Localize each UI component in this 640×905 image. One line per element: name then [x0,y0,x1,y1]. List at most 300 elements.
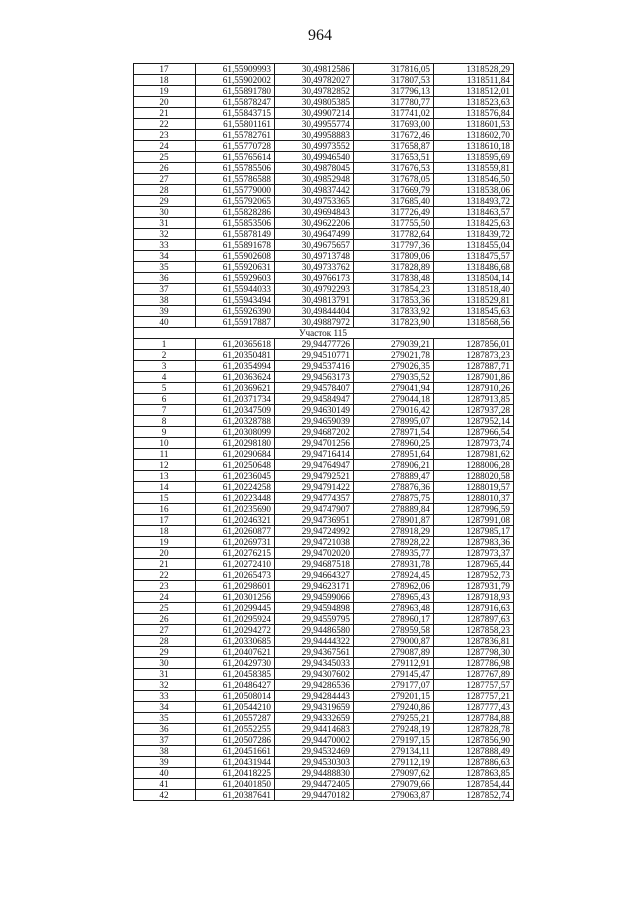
x-coordinate-cell: 278971,54 [354,427,434,438]
y-coordinate-cell: 1318529,81 [434,295,514,306]
longitude-cell: 29,94286536 [275,680,354,691]
point-number-cell: 7 [134,405,196,416]
latitude-cell: 61,20295924 [196,614,275,625]
longitude-cell: 29,94791422 [275,482,354,493]
y-coordinate-cell: 1318546,50 [434,174,514,185]
latitude-cell: 61,55902002 [196,75,275,86]
y-coordinate-cell: 1287973,37 [434,548,514,559]
y-coordinate-cell: 1318568,56 [434,317,514,328]
longitude-cell: 30,49887972 [275,317,354,328]
y-coordinate-cell: 1318504,14 [434,273,514,284]
x-coordinate-cell: 317796,13 [354,86,434,97]
table-row [134,273,514,284]
table-row [134,702,514,713]
longitude-cell: 29,94721038 [275,537,354,548]
longitude-cell: 29,94486580 [275,625,354,636]
x-coordinate-cell: 279021,78 [354,350,434,361]
point-number-cell: 37 [134,735,196,746]
longitude-cell: 29,94530303 [275,757,354,768]
latitude-cell: 61,55853506 [196,218,275,229]
latitude-cell: 61,20347509 [196,405,275,416]
table-row [134,537,514,548]
latitude-cell: 61,55779000 [196,185,275,196]
point-number-cell: 6 [134,394,196,405]
y-coordinate-cell: 1287887,71 [434,361,514,372]
point-number-cell: 15 [134,493,196,504]
y-coordinate-cell: 1287991,08 [434,515,514,526]
point-number-cell: 23 [134,130,196,141]
longitude-cell: 29,94563173 [275,372,354,383]
table-row [134,86,514,97]
x-coordinate-cell: 278965,43 [354,592,434,603]
y-coordinate-cell: 1287854,44 [434,779,514,790]
table-row [134,647,514,658]
longitude-cell: 30,49813791 [275,295,354,306]
x-coordinate-cell: 317676,53 [354,163,434,174]
x-coordinate-cell: 317782,64 [354,229,434,240]
latitude-cell: 61,20276215 [196,548,275,559]
table-row [134,405,514,416]
latitude-cell: 61,55770728 [196,141,275,152]
x-coordinate-cell: 278963,48 [354,603,434,614]
longitude-cell: 29,94623171 [275,581,354,592]
coordinates-table-body [134,64,514,801]
latitude-cell: 61,20486427 [196,680,275,691]
table-row [134,218,514,229]
table-row [134,658,514,669]
table-row [134,548,514,559]
longitude-cell: 29,94687202 [275,427,354,438]
table-row [134,746,514,757]
y-coordinate-cell: 1287888,49 [434,746,514,757]
y-coordinate-cell: 1287981,62 [434,449,514,460]
latitude-cell: 61,20552255 [196,724,275,735]
point-number-cell: 36 [134,724,196,735]
x-coordinate-cell: 279041,94 [354,383,434,394]
x-coordinate-cell: 278928,22 [354,537,434,548]
y-coordinate-cell: 1287873,23 [434,350,514,361]
point-number-cell: 19 [134,537,196,548]
point-number-cell: 23 [134,581,196,592]
table-row [134,438,514,449]
point-number-cell: 17 [134,64,196,75]
point-number-cell: 29 [134,196,196,207]
y-coordinate-cell: 1287863,85 [434,768,514,779]
table-row [134,625,514,636]
x-coordinate-cell: 278935,77 [354,548,434,559]
latitude-cell: 61,20544210 [196,702,275,713]
x-coordinate-cell: 317854,23 [354,284,434,295]
y-coordinate-cell: 1318545,63 [434,306,514,317]
longitude-cell: 29,94630149 [275,405,354,416]
longitude-cell: 30,49782852 [275,86,354,97]
latitude-cell: 61,20365618 [196,339,275,350]
table-row [134,130,514,141]
latitude-cell: 61,20328788 [196,416,275,427]
y-coordinate-cell: 1318463,57 [434,207,514,218]
table-row [134,713,514,724]
y-coordinate-cell: 1287852,74 [434,790,514,801]
table-row [134,284,514,295]
y-coordinate-cell: 1318425,63 [434,218,514,229]
y-coordinate-cell: 1318538,06 [434,185,514,196]
longitude-cell: 30,49733762 [275,262,354,273]
point-number-cell: 20 [134,97,196,108]
x-coordinate-cell: 279063,87 [354,790,434,801]
latitude-cell: 61,55843715 [196,108,275,119]
longitude-cell: 29,94701256 [275,438,354,449]
point-number-cell: 30 [134,658,196,669]
table-row [134,317,514,328]
longitude-cell: 29,94319659 [275,702,354,713]
latitude-cell: 61,20418225 [196,768,275,779]
table-row [134,416,514,427]
x-coordinate-cell: 317853,36 [354,295,434,306]
x-coordinate-cell: 278931,78 [354,559,434,570]
longitude-cell: 29,94332659 [275,713,354,724]
table-row [134,680,514,691]
y-coordinate-cell: 1287985,17 [434,526,514,537]
y-coordinate-cell: 1318601,53 [434,119,514,130]
point-number-cell: 9 [134,427,196,438]
x-coordinate-cell: 317809,06 [354,251,434,262]
longitude-cell: 29,94472405 [275,779,354,790]
x-coordinate-cell: 278959,58 [354,625,434,636]
x-coordinate-cell: 279134,11 [354,746,434,757]
table-row [134,570,514,581]
x-coordinate-cell: 278960,25 [354,438,434,449]
latitude-cell: 61,55785506 [196,163,275,174]
longitude-cell: 29,94659039 [275,416,354,427]
x-coordinate-cell: 278906,21 [354,460,434,471]
y-coordinate-cell: 1287858,23 [434,625,514,636]
y-coordinate-cell: 1287784,88 [434,713,514,724]
longitude-cell: 29,94345033 [275,658,354,669]
y-coordinate-cell: 1287798,30 [434,647,514,658]
point-number-cell: 42 [134,790,196,801]
point-number-cell: 28 [134,185,196,196]
longitude-cell: 30,49973552 [275,141,354,152]
table-row [134,449,514,460]
table-row [134,427,514,438]
table-row [134,295,514,306]
y-coordinate-cell: 1287786,98 [434,658,514,669]
longitude-cell: 29,94716414 [275,449,354,460]
latitude-cell: 61,20451661 [196,746,275,757]
latitude-cell: 61,55902608 [196,251,275,262]
x-coordinate-cell: 279177,07 [354,680,434,691]
latitude-cell: 61,20308099 [196,427,275,438]
table-row [134,119,514,130]
latitude-cell: 61,20401850 [196,779,275,790]
point-number-cell: 5 [134,383,196,394]
point-number-cell: 37 [134,284,196,295]
longitude-cell: 30,49622206 [275,218,354,229]
point-number-cell: 16 [134,504,196,515]
x-coordinate-cell: 317816,05 [354,64,434,75]
latitude-cell: 61,20508014 [196,691,275,702]
point-number-cell: 31 [134,669,196,680]
table-row [134,691,514,702]
point-number-cell: 25 [134,152,196,163]
point-number-cell: 27 [134,174,196,185]
x-coordinate-cell: 317780,77 [354,97,434,108]
longitude-cell: 30,49844404 [275,306,354,317]
point-number-cell: 28 [134,636,196,647]
longitude-cell: 30,49713748 [275,251,354,262]
y-coordinate-cell: 1287973,74 [434,438,514,449]
table-row [134,152,514,163]
point-number-cell: 30 [134,207,196,218]
x-coordinate-cell: 278951,64 [354,449,434,460]
x-coordinate-cell: 278918,29 [354,526,434,537]
x-coordinate-cell: 279255,21 [354,713,434,724]
latitude-cell: 61,20363624 [196,372,275,383]
x-coordinate-cell: 317669,79 [354,185,434,196]
x-coordinate-cell: 317741,02 [354,108,434,119]
latitude-cell: 61,20290684 [196,449,275,460]
longitude-cell: 29,94578407 [275,383,354,394]
latitude-cell: 61,55891678 [196,240,275,251]
x-coordinate-cell: 317693,00 [354,119,434,130]
latitude-cell: 61,20250648 [196,460,275,471]
latitude-cell: 61,55765614 [196,152,275,163]
x-coordinate-cell: 279087,89 [354,647,434,658]
latitude-cell: 61,20299445 [196,603,275,614]
y-coordinate-cell: 1318475,57 [434,251,514,262]
point-number-cell: 35 [134,262,196,273]
x-coordinate-cell: 278889,47 [354,471,434,482]
section-header-row [134,328,514,339]
point-number-cell: 14 [134,482,196,493]
table-row [134,482,514,493]
point-number-cell: 2 [134,350,196,361]
x-coordinate-cell: 317838,48 [354,273,434,284]
latitude-cell: 61,20407621 [196,647,275,658]
table-row [134,757,514,768]
table-row [134,724,514,735]
point-number-cell: 1 [134,339,196,350]
x-coordinate-cell: 317833,92 [354,306,434,317]
point-number-cell: 13 [134,471,196,482]
point-number-cell: 24 [134,592,196,603]
y-coordinate-cell: 1287966,54 [434,427,514,438]
latitude-cell: 61,55943494 [196,295,275,306]
point-number-cell: 10 [134,438,196,449]
longitude-cell: 29,94599066 [275,592,354,603]
latitude-cell: 61,20369621 [196,383,275,394]
longitude-cell: 30,49766173 [275,273,354,284]
y-coordinate-cell: 1288019,57 [434,482,514,493]
x-coordinate-cell: 279097,62 [354,768,434,779]
section-title: Участок 115 [134,328,514,339]
point-number-cell: 21 [134,108,196,119]
latitude-cell: 61,20354994 [196,361,275,372]
y-coordinate-cell: 1287856,90 [434,735,514,746]
table-row [134,141,514,152]
table-row [134,735,514,746]
longitude-cell: 29,94367561 [275,647,354,658]
table-row [134,504,514,515]
table-row [134,108,514,119]
latitude-cell: 61,20260877 [196,526,275,537]
y-coordinate-cell: 1318576,84 [434,108,514,119]
y-coordinate-cell: 1287931,79 [434,581,514,592]
longitude-cell: 30,49852948 [275,174,354,185]
y-coordinate-cell: 1318486,68 [434,262,514,273]
table-row [134,526,514,537]
longitude-cell: 30,49753365 [275,196,354,207]
point-number-cell: 39 [134,306,196,317]
table-row [134,614,514,625]
y-coordinate-cell: 1287952,73 [434,570,514,581]
table-row [134,196,514,207]
latitude-cell: 61,55878247 [196,97,275,108]
longitude-cell: 30,49694843 [275,207,354,218]
y-coordinate-cell: 1318518,40 [434,284,514,295]
longitude-cell: 29,94307602 [275,669,354,680]
y-coordinate-cell: 1287965,44 [434,559,514,570]
longitude-cell: 29,94664327 [275,570,354,581]
longitude-cell: 29,94477726 [275,339,354,350]
longitude-cell: 30,49837442 [275,185,354,196]
longitude-cell: 29,94736951 [275,515,354,526]
y-coordinate-cell: 1287856,01 [434,339,514,350]
table-row [134,603,514,614]
x-coordinate-cell: 278995,07 [354,416,434,427]
point-number-cell: 32 [134,680,196,691]
table-row [134,240,514,251]
longitude-cell: 29,94537416 [275,361,354,372]
longitude-cell: 29,94747907 [275,504,354,515]
point-number-cell: 35 [134,713,196,724]
longitude-cell: 29,94702020 [275,548,354,559]
longitude-cell: 29,94792521 [275,471,354,482]
y-coordinate-cell: 1288020,58 [434,471,514,482]
y-coordinate-cell: 1318528,29 [434,64,514,75]
y-coordinate-cell: 1287996,59 [434,504,514,515]
longitude-cell: 29,94470002 [275,735,354,746]
point-number-cell: 18 [134,75,196,86]
table-row [134,339,514,350]
point-number-cell: 41 [134,779,196,790]
x-coordinate-cell: 317653,51 [354,152,434,163]
y-coordinate-cell: 1287916,63 [434,603,514,614]
latitude-cell: 61,55878149 [196,229,275,240]
x-coordinate-cell: 278962,06 [354,581,434,592]
point-number-cell: 22 [134,119,196,130]
longitude-cell: 30,49647499 [275,229,354,240]
longitude-cell: 30,49675657 [275,240,354,251]
latitude-cell: 61,55917887 [196,317,275,328]
x-coordinate-cell: 278901,87 [354,515,434,526]
latitude-cell: 61,20223448 [196,493,275,504]
latitude-cell: 61,55929603 [196,273,275,284]
x-coordinate-cell: 279039,21 [354,339,434,350]
table-row [134,636,514,647]
latitude-cell: 61,55909993 [196,64,275,75]
x-coordinate-cell: 278876,36 [354,482,434,493]
latitude-cell: 61,20246321 [196,515,275,526]
y-coordinate-cell: 1318511,84 [434,75,514,86]
point-number-cell: 34 [134,251,196,262]
longitude-cell: 29,94764947 [275,460,354,471]
x-coordinate-cell: 279079,66 [354,779,434,790]
table-row [134,361,514,372]
point-number-cell: 36 [134,273,196,284]
longitude-cell: 30,49805385 [275,97,354,108]
table-row [134,75,514,86]
y-coordinate-cell: 1287897,63 [434,614,514,625]
y-coordinate-cell: 1288010,37 [434,493,514,504]
longitude-cell: 29,94470182 [275,790,354,801]
y-coordinate-cell: 1287828,78 [434,724,514,735]
longitude-cell: 29,94584947 [275,394,354,405]
longitude-cell: 29,94559795 [275,614,354,625]
x-coordinate-cell: 317672,46 [354,130,434,141]
latitude-cell: 61,20265473 [196,570,275,581]
point-number-cell: 38 [134,295,196,306]
x-coordinate-cell: 317755,50 [354,218,434,229]
coordinates-table [133,63,514,801]
longitude-cell: 29,94414683 [275,724,354,735]
longitude-cell: 29,94284443 [275,691,354,702]
x-coordinate-cell: 278889,84 [354,504,434,515]
table-row [134,185,514,196]
x-coordinate-cell: 279112,91 [354,658,434,669]
latitude-cell: 61,55782761 [196,130,275,141]
x-coordinate-cell: 317678,05 [354,174,434,185]
y-coordinate-cell: 1318523,63 [434,97,514,108]
y-coordinate-cell: 1287757,57 [434,680,514,691]
x-coordinate-cell: 279240,86 [354,702,434,713]
latitude-cell: 61,55801161 [196,119,275,130]
point-number-cell: 33 [134,240,196,251]
latitude-cell: 61,20236045 [196,471,275,482]
x-coordinate-cell: 317726,49 [354,207,434,218]
longitude-cell: 30,49955774 [275,119,354,130]
latitude-cell: 61,20557287 [196,713,275,724]
latitude-cell: 61,20371734 [196,394,275,405]
point-number-cell: 8 [134,416,196,427]
latitude-cell: 61,20350481 [196,350,275,361]
x-coordinate-cell: 278960,17 [354,614,434,625]
longitude-cell: 29,94774357 [275,493,354,504]
point-number-cell: 21 [134,559,196,570]
longitude-cell: 30,49812586 [275,64,354,75]
point-number-cell: 12 [134,460,196,471]
longitude-cell: 30,49792293 [275,284,354,295]
table-row [134,207,514,218]
longitude-cell: 29,94724992 [275,526,354,537]
point-number-cell: 39 [134,757,196,768]
point-number-cell: 25 [134,603,196,614]
latitude-cell: 61,20269731 [196,537,275,548]
latitude-cell: 61,20429730 [196,658,275,669]
x-coordinate-cell: 278875,75 [354,493,434,504]
longitude-cell: 29,94510771 [275,350,354,361]
y-coordinate-cell: 1318610,18 [434,141,514,152]
y-coordinate-cell: 1288006,28 [434,460,514,471]
y-coordinate-cell: 1287767,89 [434,669,514,680]
longitude-cell: 30,49782027 [275,75,354,86]
point-number-cell: 18 [134,526,196,537]
point-number-cell: 31 [134,218,196,229]
x-coordinate-cell: 317828,89 [354,262,434,273]
x-coordinate-cell: 279026,35 [354,361,434,372]
x-coordinate-cell: 279035,52 [354,372,434,383]
table-row [134,493,514,504]
